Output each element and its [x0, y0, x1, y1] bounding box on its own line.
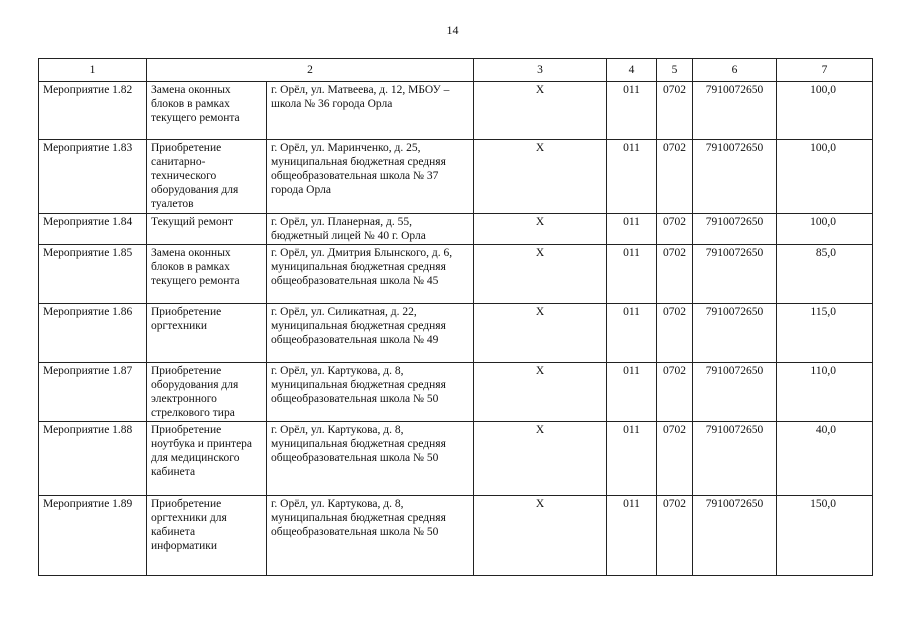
table-row [39, 82, 873, 140]
table-row [39, 363, 873, 422]
activity-name: Замена оконных блоков в рамках текущего ремонта [147, 245, 267, 304]
cell-col-7: 110,0 [777, 363, 873, 422]
cell-col-7: 100,0 [777, 214, 873, 245]
cell-col-3: X [474, 82, 607, 140]
table-row [39, 422, 873, 496]
cell-col-3: X [474, 363, 607, 422]
activity-address: г. Орёл, ул. Силикатная, д. 22, муниципальная бюджетная средняя общеобразовательная школа № 49 [267, 304, 474, 363]
cell-col-4: 011 [607, 214, 657, 245]
cell-col-7: 85,0 [777, 245, 873, 304]
cell-col-4: 011 [607, 363, 657, 422]
cell-col-3: X [474, 140, 607, 214]
cell-col-6: 7910072650 [693, 496, 777, 576]
header-col-4: 4 [607, 59, 657, 82]
header-row [39, 59, 873, 82]
cell-col-6: 7910072650 [693, 140, 777, 214]
activity-name: Текущий ремонт [147, 214, 267, 245]
activity-id: Мероприятие 1.84 [39, 214, 147, 245]
activity-id: Мероприятие 1.87 [39, 363, 147, 422]
activity-address: г. Орёл, ул. Картукова, д. 8, муниципальная бюджетная средняя общеобразовательная школа № 50 [267, 363, 474, 422]
activity-name: Приобретение оборудования для электронного стрелкового тира [147, 363, 267, 422]
header-col-2: 2 [147, 59, 474, 82]
cell-col-4: 011 [607, 140, 657, 214]
cell-col-4: 011 [607, 422, 657, 496]
cell-col-7: 115,0 [777, 304, 873, 363]
header-col-7: 7 [777, 59, 873, 82]
cell-col-6: 7910072650 [693, 363, 777, 422]
cell-col-5: 0702 [657, 214, 693, 245]
cell-col-7: 150,0 [777, 496, 873, 576]
activity-id: Мероприятие 1.88 [39, 422, 147, 496]
cell-col-4: 011 [607, 82, 657, 140]
cell-col-5: 0702 [657, 304, 693, 363]
cell-col-3: X [474, 304, 607, 363]
cell-col-4: 011 [607, 304, 657, 363]
cell-col-3: X [474, 496, 607, 576]
activity-address: г. Орёл, ул. Маринченко, д. 25, муниципальная бюджетная средняя общеобразовательная школа № 37 города Орла [267, 140, 474, 214]
header-col-3: 3 [474, 59, 607, 82]
cell-col-7: 40,0 [777, 422, 873, 496]
header-col-6: 6 [693, 59, 777, 82]
cell-col-6: 7910072650 [693, 304, 777, 363]
cell-col-5: 0702 [657, 363, 693, 422]
cell-col-3: X [474, 245, 607, 304]
table-row [39, 304, 873, 363]
activity-address: г. Орёл, ул. Планерная, д. 55, бюджетный лицей № 40 г. Орла [267, 214, 474, 245]
activity-name: Приобретение санитарно-технического оборудования для туалетов [147, 140, 267, 214]
cell-col-3: X [474, 422, 607, 496]
cell-col-4: 011 [607, 245, 657, 304]
cell-col-6: 7910072650 [693, 245, 777, 304]
activity-name: Приобретение оргтехники [147, 304, 267, 363]
cell-col-5: 0702 [657, 245, 693, 304]
cell-col-5: 0702 [657, 496, 693, 576]
activity-id: Мероприятие 1.86 [39, 304, 147, 363]
activity-id: Мероприятие 1.83 [39, 140, 147, 214]
table-row [39, 140, 873, 214]
activity-id: Мероприятие 1.85 [39, 245, 147, 304]
activity-address: г. Орёл, ул. Дмитрия Блынского, д. 6, муниципальная бюджетная средняя общеобразовательная школа № 45 [267, 245, 474, 304]
cell-col-6: 7910072650 [693, 82, 777, 140]
cell-col-7: 100,0 [777, 82, 873, 140]
activity-name: Приобретение ноутбука и принтера для медицинского кабинета [147, 422, 267, 496]
activity-id: Мероприятие 1.89 [39, 496, 147, 576]
page-number: 14 [446, 23, 459, 37]
activity-address: г. Орёл, ул. Матвеева, д. 12, МБОУ – школа № 36 города Орла [267, 82, 474, 140]
cell-col-5: 0702 [657, 140, 693, 214]
activity-name: Замена оконных блоков в рамках текущего ремонта [147, 82, 267, 140]
cell-col-6: 7910072650 [693, 422, 777, 496]
cell-col-3: X [474, 214, 607, 245]
cell-col-7: 100,0 [777, 140, 873, 214]
activities-table [38, 58, 873, 576]
table-row [39, 496, 873, 576]
cell-col-5: 0702 [657, 82, 693, 140]
activity-name: Приобретение оргтехники для кабинета информатики [147, 496, 267, 576]
cell-col-6: 7910072650 [693, 214, 777, 245]
cell-col-4: 011 [607, 496, 657, 576]
header-col-5: 5 [657, 59, 693, 82]
activity-id: Мероприятие 1.82 [39, 82, 147, 140]
activity-address: г. Орёл, ул. Картукова, д. 8, муниципальная бюджетная средняя общеобразовательная школа № 50 [267, 496, 474, 576]
table-row [39, 214, 873, 245]
header-col-1: 1 [39, 59, 147, 82]
table-row [39, 245, 873, 304]
activity-address: г. Орёл, ул. Картукова, д. 8, муниципальная бюджетная средняя общеобразовательная школа № 50 [267, 422, 474, 496]
cell-col-5: 0702 [657, 422, 693, 496]
